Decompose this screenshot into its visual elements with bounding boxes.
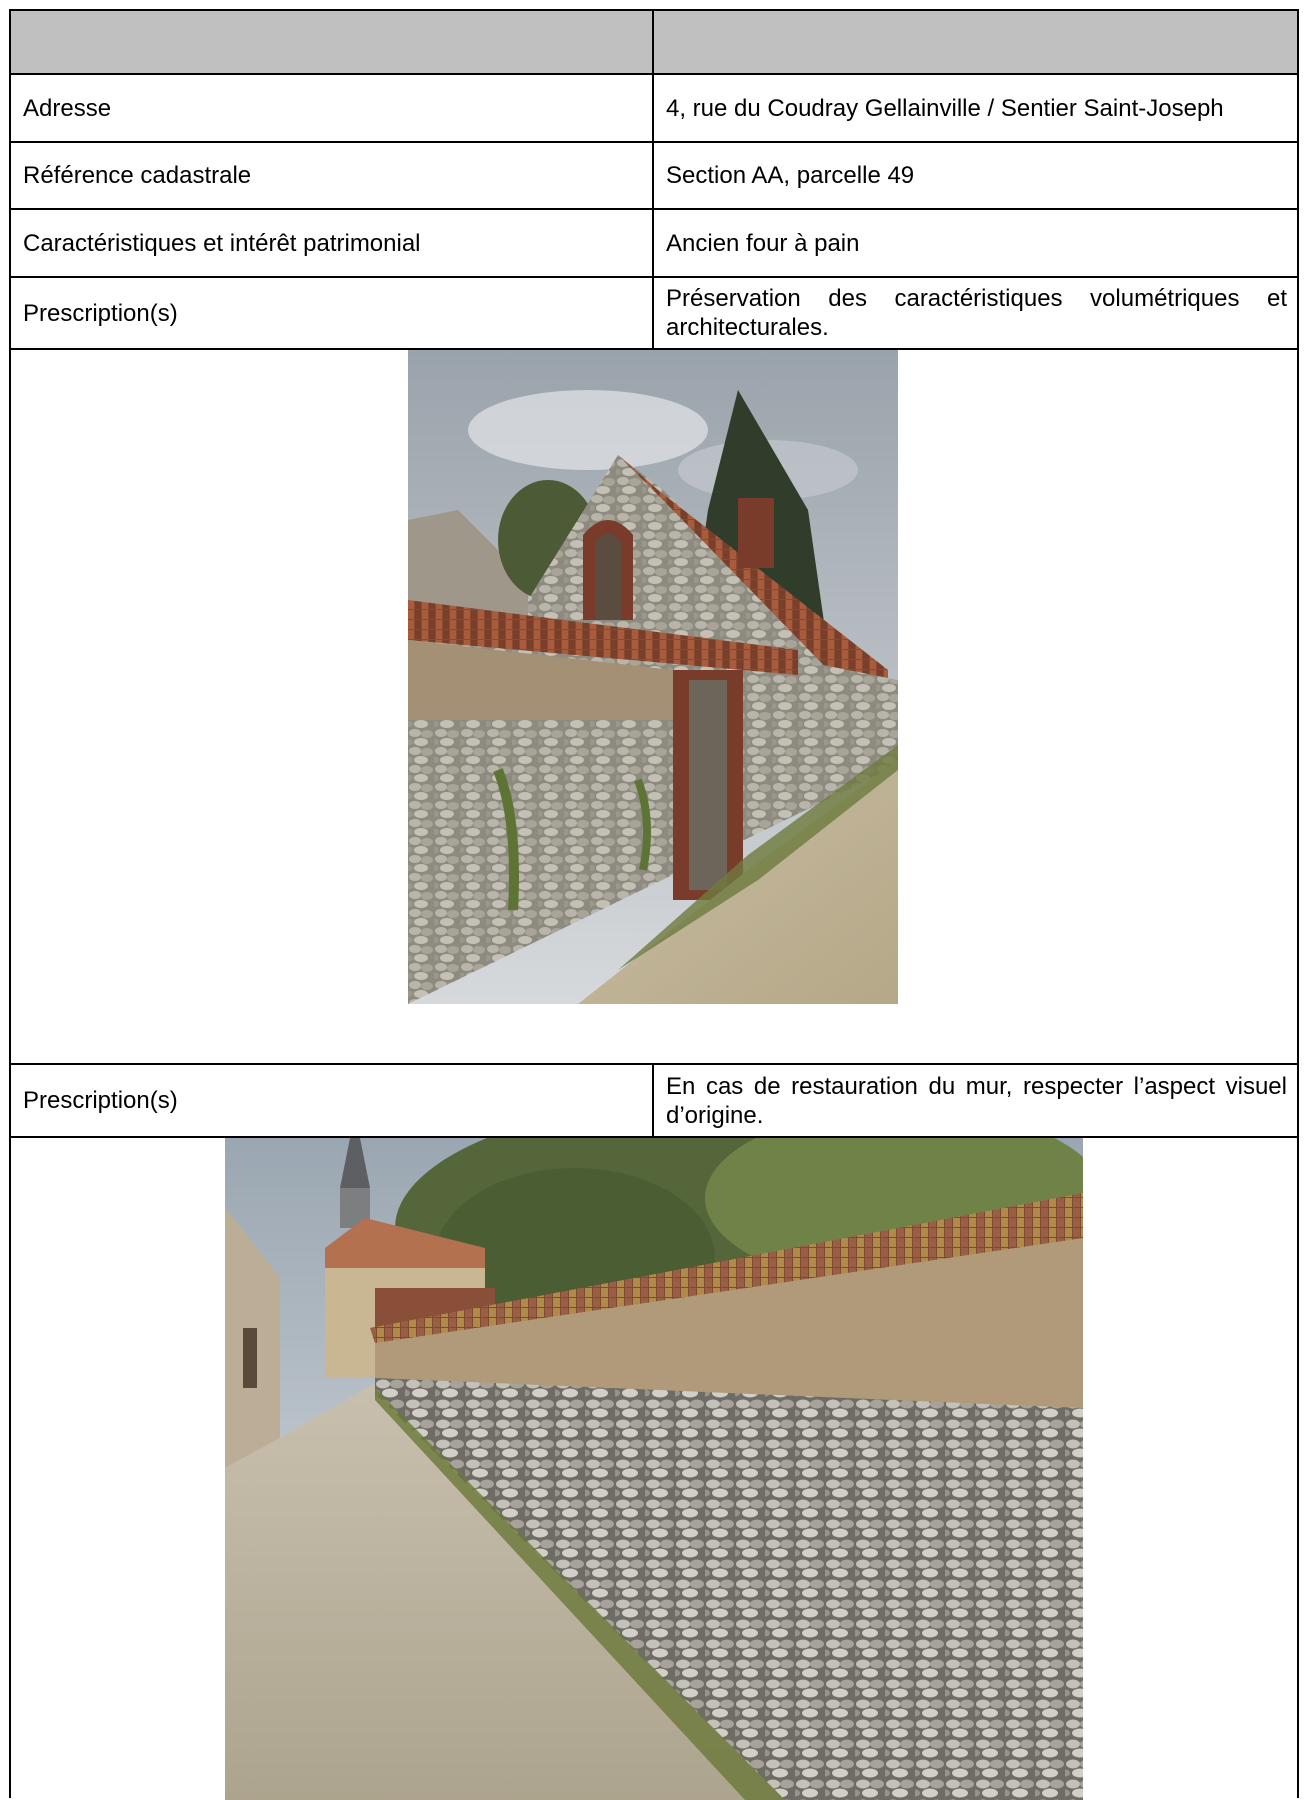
cadastral-value: Section AA, parcelle 49: [666, 162, 915, 189]
photo-row-wall: [11, 1138, 1297, 1800]
table-header-row: [11, 11, 1297, 75]
heritage-record-table: [9, 9, 1299, 1798]
prescription-1-label: Prescription(s): [23, 299, 178, 327]
characteristics-label: Caractéristiques et intérêt patrimonial: [23, 229, 421, 257]
table-row-cadastral: [11, 143, 1297, 210]
table-row-prescription-2: [11, 1065, 1297, 1138]
prescription-2-label: Prescription(s): [23, 1087, 178, 1114]
table-row-address: [11, 75, 1297, 143]
header-cell-left: [11, 11, 654, 73]
table-row-characteristics: [11, 210, 1297, 278]
cadastral-label: Référence cadastrale: [23, 162, 252, 189]
photo-old-bread-oven-building: [408, 350, 898, 1004]
address-value: 4, rue du Coudray Gellainville / Sentier Saint-Joseph: [666, 94, 1224, 122]
table-row-prescription-1: [11, 278, 1297, 350]
prescription-2-value: En cas de restauration du mur, respecter l’aspect visuel d’origine.: [666, 1072, 1287, 1129]
characteristics-value: Ancien four à pain: [666, 229, 860, 257]
header-cell-right: [654, 11, 1297, 73]
prescription-1-value: Préservation des caractéristiques volumétriques et architecturales.: [666, 285, 1287, 341]
address-label: Adresse: [23, 94, 112, 122]
photo-row-bakehouse: [11, 350, 1297, 1065]
photo-stone-wall-along-path: [225, 1138, 1083, 1800]
